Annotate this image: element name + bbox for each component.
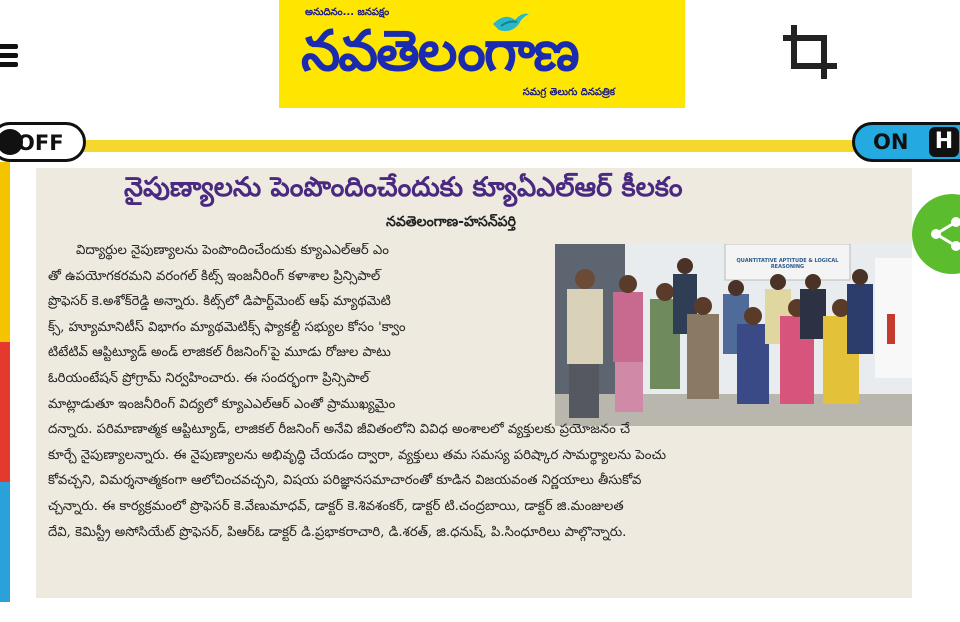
body-line: తో ఉపయోగకరమని వరంగల్ కిట్స్ ఇంజనీరింగ్ కళాశాల ప్రిన్సిపాల్ — [48, 268, 381, 284]
on-toggle[interactable] — [852, 122, 960, 162]
off-label: OFF — [17, 131, 64, 155]
body-line: కోవచ్చని, విమర్శనాత్మకంగా ఆలోచించవచ్చని, విషయ పరిజ్ఞానసమాచారంతో కూడిన విజయవంత నిర్ణయాలు తీసుకోవ — [48, 473, 642, 489]
menu-icon[interactable] — [0, 40, 18, 76]
article-body — [48, 238, 908, 545]
body-line: మాట్లాడుతూ ఇంజనీరింగ్ విద్యలో క్యూఎఎల్ఆర్ ఎంతో ప్రాముఖ్యమైం — [48, 396, 396, 412]
body-line: క్స్, హ్యూమానిటీస్ విభాగం మ్యాథమెటిక్స్ ఫ్యాకల్టీ సభ్యుల కోసం 'క్వాం — [48, 319, 406, 335]
newspaper-logo — [279, 0, 685, 108]
body-line: టిటేటివ్ ఆప్టిట్యూడ్ అండ్ లాజికల్ రీజనింగ్'పై మూడు రోజుల పాటు — [48, 345, 391, 361]
accent-bar — [0, 140, 960, 152]
on-toggle-tail: H — [929, 127, 959, 157]
side-strip-blue — [0, 482, 10, 602]
body-line: దేవి, కెమిస్ట్రీ అసోసియేట్ ప్రొఫెసర్, పిఆర్ఓ డాక్టర్ డి.ప్రభాకరాచారి, డి.శరత్, జి.ధనుష్, పి.సింధూరిలు పాల్గొన్నారు. — [48, 524, 627, 540]
article-headline: నైపుణ్యాలను పెంపొందించేందుకు క్యూఏఎల్‌ఆర్ కీలకం — [124, 172, 683, 203]
body-line: దన్నారు. పరిమాణాత్మక ఆప్టిట్యూడ్, లాజికల్ రీజనింగ్ అనేవి జీవితంలోని వివిధ అంశాలలో వ్యక్తులకు ప్రయోజనం చే — [48, 422, 631, 438]
photo-banner: QUANTITATIVE APTITUDE & LOGICAL REASONING — [736, 258, 839, 270]
logo-name: నవతెలంగాణ — [301, 19, 578, 84]
article-byline: నవతెలంగాణ-హసన్‌పర్తి — [386, 214, 516, 230]
share-button[interactable] — [912, 194, 960, 274]
body-line: ఓరియంటేషన్ ప్రోగ్రామ్ నిర్వహించారు. ఈ సందర్భంగా ప్రిన్సిపాల్ — [48, 370, 370, 386]
crop-icon[interactable] — [780, 22, 840, 82]
body-line: కూర్చే నైపుణ్యాలన్నారు. ఈ నైపుణ్యాలను అభివృద్ధి చేయడం ద్వారా, వ్యక్తులు తమ సమస్య పరిష్కార సామర్థ్యాలను పెంచు — [48, 447, 667, 463]
share-icon — [926, 214, 960, 254]
side-strip-yellow — [0, 162, 10, 342]
article-clipping — [36, 168, 912, 598]
on-label: ON — [873, 130, 909, 154]
side-strip-red — [0, 342, 10, 482]
body-line: విద్యార్థుల నైపుణ్యాలను పెంపొందించేందుకు క్యూఎఎల్ఆర్ ఎం — [76, 243, 389, 258]
body-line: చ్చన్నారు. ఈ కార్యక్రమంలో ప్రొఫెసర్ కె.వేణుమాధవ్, డాక్టర్ కె.శివశంకర్, డాక్టర్ టి.చంద్రబాయి, డాక్టర్ జి.మంజులత — [48, 498, 624, 514]
logo-tagline: అనుదినం... జనపక్షం — [305, 7, 390, 18]
logo-subtitle: సమగ్ర తెలుగు దినపత్రిక — [522, 87, 615, 98]
body-line: ప్రొఫెసర్ కె.అశోక్‌రెడ్డి అన్నారు. కిట్స్‌లో డిపార్ట్‌మెంట్ ఆఫ్ మ్యాథమెటి — [48, 294, 391, 310]
off-toggle[interactable] — [0, 122, 86, 162]
